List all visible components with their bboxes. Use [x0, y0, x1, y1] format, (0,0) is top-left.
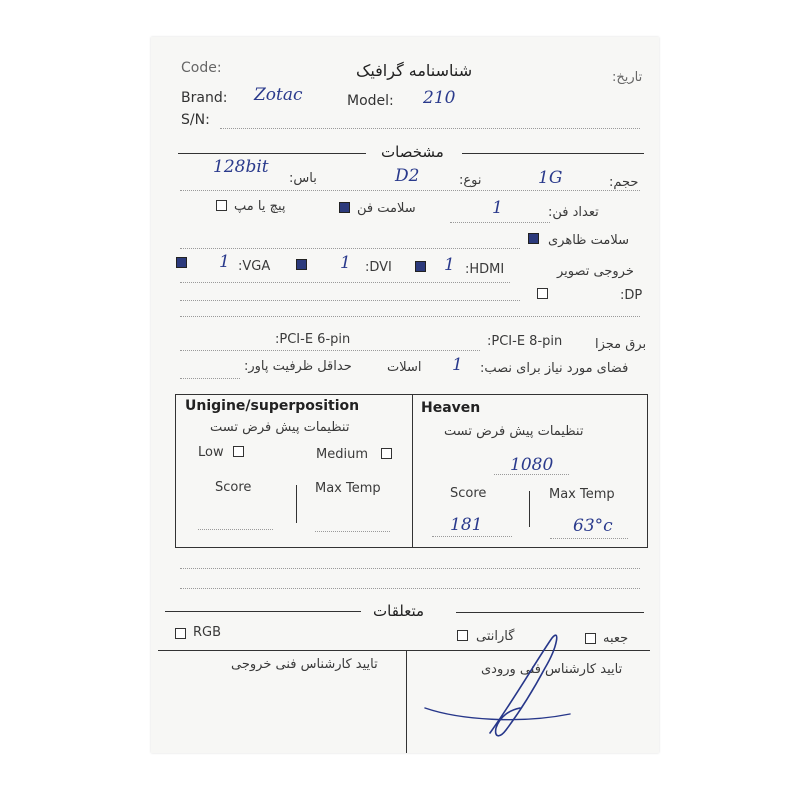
entry-approval-label: تایید کارشناس فنی ورودی: [481, 662, 623, 677]
box-label: جعبه: [603, 631, 629, 646]
bus-label: باس:: [289, 171, 317, 186]
pcie8-label: :PCI-E 8-pin: [487, 334, 563, 349]
unigine-score-divider: [296, 485, 297, 523]
heaven-score-divider: [529, 491, 530, 527]
unigine-low-label: Low: [198, 445, 224, 460]
fan-count-label: تعداد فن:: [548, 205, 599, 220]
outputs-line: [180, 282, 510, 283]
bus-value: 128bit: [213, 157, 269, 177]
unigine-medium-label: Medium: [316, 447, 368, 462]
exit-approval-label: تایید کارشناس فنی خروجی: [231, 657, 378, 672]
power-label: برق مجزا: [595, 337, 647, 352]
min-power-line: [180, 378, 240, 379]
fan-count-line: [450, 222, 550, 223]
form-title: شناسنامه گرافیک: [356, 61, 473, 80]
unigine-medium-checkbox[interactable]: [381, 448, 392, 459]
hdmi-value: 1: [444, 255, 455, 275]
dvi-value: 1: [340, 253, 351, 273]
vga-label: :VGA: [238, 259, 271, 274]
outputs-label: خروجی تصویر: [557, 264, 634, 279]
appearance-line: [180, 248, 520, 249]
pcie6-label: :PCI-E 6-pin: [275, 332, 351, 347]
approval-split: [406, 650, 407, 753]
fan-count-value: 1: [492, 198, 503, 218]
rgb-label: RGB: [193, 625, 222, 640]
unigine-low-checkbox[interactable]: [233, 446, 244, 457]
unigine-maxtemp-label: Max Temp: [315, 481, 381, 496]
dp-line: [180, 300, 520, 301]
heaven-score-line: [432, 536, 512, 537]
blank-line: [180, 316, 640, 317]
slot-value: 1: [452, 355, 463, 375]
notes-line-2: [180, 588, 640, 589]
fan-health-checkbox[interactable]: [339, 202, 350, 213]
size-value: 1G: [538, 168, 563, 188]
pipe-label: پیچ یا مپ: [234, 199, 286, 214]
date-label: تاریخ:: [612, 70, 643, 85]
accessories-divider-right: [456, 612, 644, 613]
heaven-maxtemp-line: [550, 538, 628, 539]
row-line: [180, 190, 640, 191]
unigine-score-line: [198, 529, 273, 530]
heaven-resolution-line: [494, 474, 569, 475]
dvi-label: :DVI: [365, 260, 392, 275]
type-value: D2: [395, 166, 420, 186]
rgb-checkbox[interactable]: [175, 628, 186, 639]
size-label: حجم:: [609, 175, 639, 190]
hdmi-label: :HDMI: [465, 262, 505, 277]
unigine-maxtemp-line: [315, 531, 390, 532]
fan-health-label: سلامت فن: [357, 201, 416, 216]
space-label: فضای مورد نیاز برای نصب:: [480, 361, 629, 376]
power-line: [180, 350, 480, 351]
brand-value: Zotac: [254, 85, 303, 105]
heaven-resolution-value: 1080: [510, 455, 554, 475]
warranty-label: گارانتی: [476, 629, 515, 644]
vga-value: 1: [219, 252, 230, 272]
appearance-checkbox[interactable]: [528, 233, 539, 244]
dvi-checkbox[interactable]: [296, 259, 307, 270]
heaven-maxtemp-value: 63°c: [573, 516, 613, 536]
min-power-label: حداقل ظرفیت پاور:: [244, 359, 352, 374]
unigine-title: Unigine/superposition: [185, 398, 360, 414]
hdmi-checkbox[interactable]: [415, 261, 426, 272]
dp-label: :DP: [620, 288, 643, 303]
appearance-label: سلامت ظاهری: [548, 233, 630, 248]
unigine-score-label: Score: [215, 480, 252, 495]
heaven-title: Heaven: [421, 400, 481, 416]
code-label: Code:: [181, 60, 222, 76]
heaven-preset: تنظیمات پیش فرض تست: [444, 424, 584, 439]
specs-title: مشخصات: [381, 143, 444, 161]
heaven-score-value: 181: [450, 515, 483, 535]
section-divider-left: [178, 153, 366, 154]
signature: [420, 628, 590, 748]
accessories-title: متعلقات: [373, 602, 425, 620]
sn-line: [220, 128, 640, 129]
section-divider-right: [462, 153, 644, 154]
notes-line-1: [180, 568, 640, 569]
slot-label: اسلات: [387, 360, 422, 375]
model-value: 210: [423, 88, 456, 108]
heaven-score-label: Score: [450, 486, 487, 501]
brand-label: Brand:: [181, 90, 228, 106]
sn-label: S/N:: [181, 112, 210, 128]
benchmark-divider: [412, 394, 413, 548]
unigine-preset: تنظیمات پیش فرض تست: [210, 420, 350, 435]
dp-checkbox[interactable]: [537, 288, 548, 299]
type-label: نوع:: [459, 173, 482, 188]
vga-checkbox[interactable]: [176, 257, 187, 268]
model-label: Model:: [347, 93, 394, 109]
accessories-divider-left: [165, 611, 361, 612]
pipe-checkbox[interactable]: [216, 200, 227, 211]
heaven-maxtemp-label: Max Temp: [549, 487, 615, 502]
